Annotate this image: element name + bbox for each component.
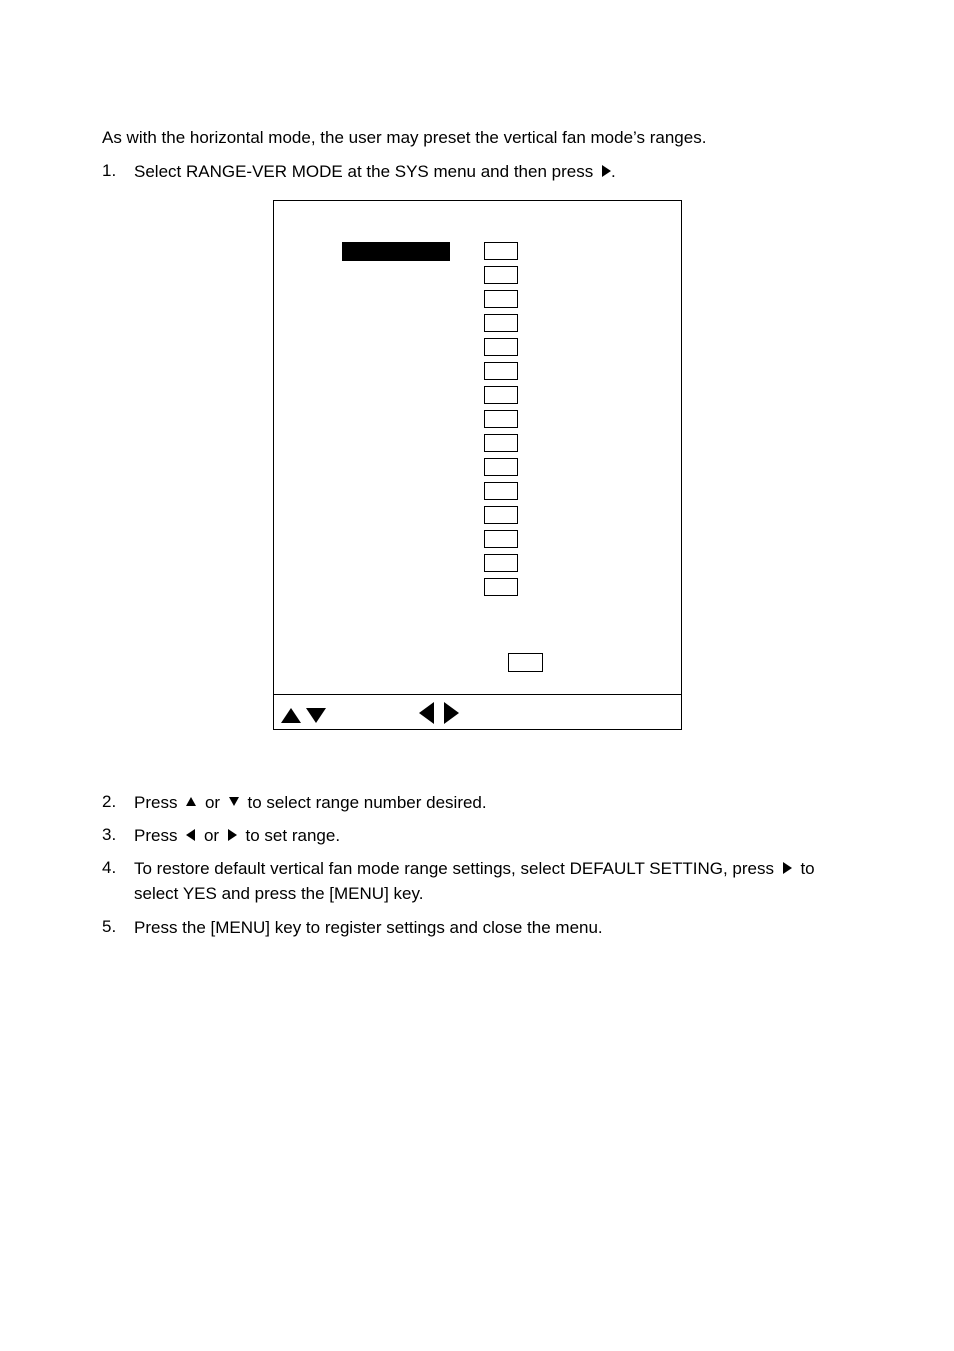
range-value-box xyxy=(484,386,518,404)
range-value-box xyxy=(484,458,518,476)
down-arrow-icon xyxy=(229,797,239,806)
range-value-box xyxy=(484,242,518,260)
step-3-text xyxy=(134,823,846,848)
right-arrow-icon xyxy=(602,165,611,177)
range-ver-mode-menu xyxy=(273,200,682,730)
intro-paragraph: As with the horizontal mode, the user may preset the vertical fan mode’s ranges. xyxy=(102,128,707,147)
range-value-box xyxy=(484,554,518,572)
range-value-box xyxy=(484,338,518,356)
step-2-text-b: or xyxy=(204,793,221,812)
step-2-number: 2. xyxy=(102,792,117,811)
right-arrow-icon xyxy=(444,702,459,724)
step-1-number: 1. xyxy=(102,161,117,180)
up-arrow-icon xyxy=(186,797,196,806)
step-3-text-a: Press xyxy=(134,826,178,845)
range-value-box xyxy=(484,266,518,284)
range-value-box xyxy=(484,506,518,524)
range-value-box xyxy=(484,362,518,380)
range-value-box xyxy=(484,482,518,500)
right-arrow-icon xyxy=(228,829,237,841)
range-value-box xyxy=(484,434,518,452)
step-2-text xyxy=(134,790,846,815)
step-5-number: 5. xyxy=(102,917,117,936)
step-1-text-a: Select RANGE-VER MODE at the SYS menu and then press xyxy=(134,162,594,181)
default-setting-value-box xyxy=(508,653,543,672)
step-1-text-b: . xyxy=(610,162,616,181)
step-4-number: 4. xyxy=(102,858,117,877)
step-3-text-b: or xyxy=(203,826,220,845)
left-arrow-icon xyxy=(419,702,434,724)
up-arrow-icon xyxy=(281,708,301,723)
right-arrow-icon xyxy=(783,862,792,874)
range-value-box xyxy=(484,290,518,308)
range-value-box xyxy=(484,314,518,332)
step-4-text xyxy=(134,856,846,906)
range-value-box xyxy=(484,530,518,548)
menu-footer-divider xyxy=(274,694,681,695)
step-5-text: Press the [MENU] key to register settings and close the menu. xyxy=(134,918,603,937)
step-2-text-a: Press xyxy=(134,793,178,812)
step-3-number: 3. xyxy=(102,825,117,844)
step-1-text xyxy=(134,159,846,184)
left-arrow-icon xyxy=(186,829,195,841)
step-3-text-c: to set range. xyxy=(245,826,341,845)
down-arrow-icon xyxy=(306,708,326,723)
step-4-text-c: select YES and press the [MENU] key. xyxy=(134,884,424,903)
step-2-text-c: to select range number desired. xyxy=(247,793,487,812)
range-value-box xyxy=(484,410,518,428)
range-value-box xyxy=(484,578,518,596)
step-4-text-b: to xyxy=(800,859,815,878)
step-4-text-a: To restore default vertical fan mode range settings, select DEFAULT SETTING, press xyxy=(134,859,774,878)
menu-title-highlight xyxy=(342,242,450,261)
